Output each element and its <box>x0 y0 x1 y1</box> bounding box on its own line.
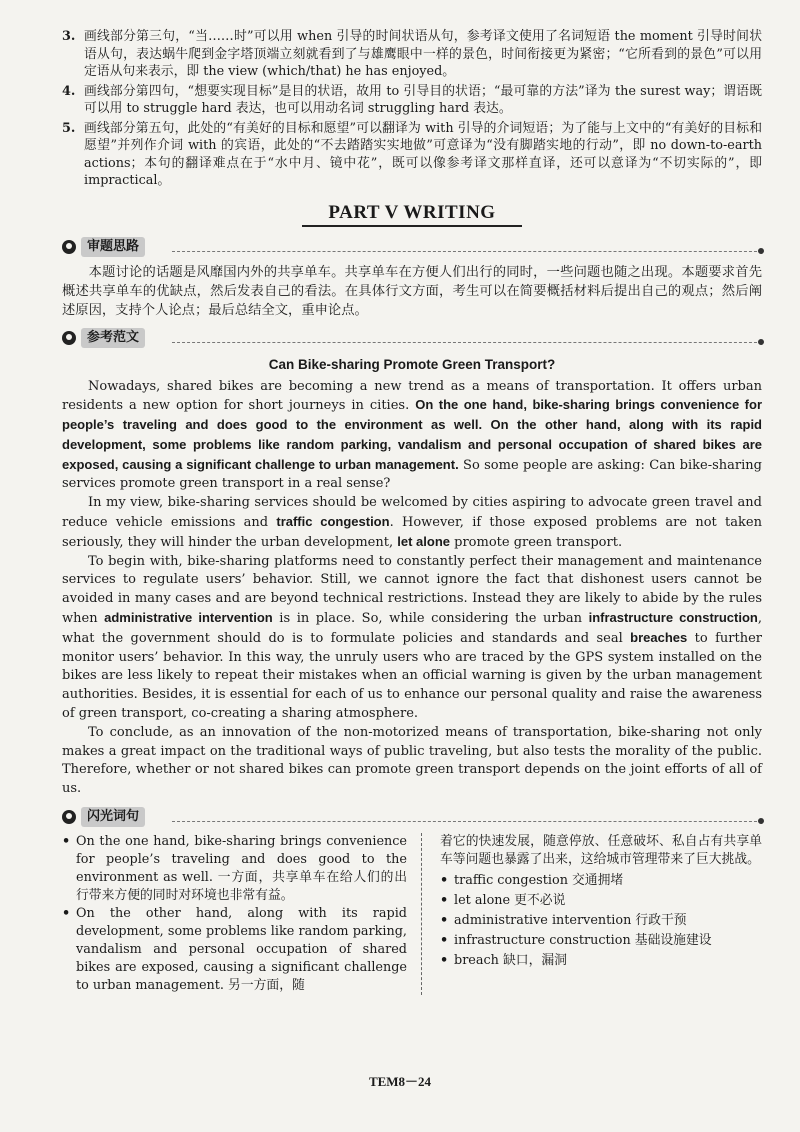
pin-icon <box>62 240 76 254</box>
note-text: 画线部分第三句，“当……时”可以用 when 引导的时间状语从句，参考译文使用了名词短语 the moment 引导时间状语从句，表达蜗牛爬到金字塔顶端立刻就看到了与雄鹰眼中一样的景色，时间衔接更为紧密；“它所看到的景色”可以用定语从句来表示，即 the view (which/that) he has enjoyed。 <box>84 29 762 79</box>
analysis-text: 本题讨论的话题是风靡国内外的共享单车。共享单车在方便人们出行的同时，一些问题也随之出现。本题要求首先概述共享单车的优缺点，然后发表自己的看法。在具体行文方面，考生可以在简要概括材料后提出自己的观点；然后阐述原因，支持个人论点；最后总结全文，重申论点。 <box>62 264 762 318</box>
highlighted-phrase: let alone <box>397 533 450 549</box>
divider <box>172 251 762 252</box>
essay-text: Nowadays, shared bikes are becoming a new trend as a means of transportation. It offers urban residents a new option for short journeys in cities. <box>62 378 762 414</box>
translation-notes <box>62 28 762 190</box>
part-title: PART V WRITING <box>302 204 522 227</box>
note-text: 画线部分第五句，此处的“有美好的目标和愿望”可以翻译为 with 引导的介词短语；为了能与上文中的“有美好的目标和愿望”并列作介词 with 的宾语，此处的“不去踏踏实实地做”可意译为“没有脚踏实地的行动”，即 no down-to-earth actions；本句的翻译难点在于“水中月、镜中花”，既可以像参考译文那样直译，还可以意译为“不切实际的”，即 impractical。 <box>84 120 762 188</box>
note-item <box>62 120 762 190</box>
highlight-sentence: • On the other hand, along with its rapid development, some problems like random parking, vandalism and personal occupation of shared bikes are exposed, causing a significant challenge to urban management. 另一方面，随 <box>62 905 407 995</box>
highlighted-phrase: infrastructure construction <box>588 610 758 626</box>
page-number: TEM8－24 <box>368 1074 432 1089</box>
divider <box>172 821 762 822</box>
section-header-analysis <box>62 237 762 259</box>
essay-paragraph <box>62 724 762 799</box>
pin-icon <box>62 810 76 824</box>
highlights <box>62 833 762 995</box>
note-item <box>62 28 762 81</box>
section-label: 审题思路 <box>81 237 145 257</box>
essay-paragraph <box>62 553 762 724</box>
sample-essay <box>62 356 762 800</box>
note-number: 3. <box>62 29 76 44</box>
highlighted-phrase: breaches <box>630 629 688 645</box>
note-number: 4. <box>62 83 76 99</box>
essay-text: To conclude, as an innovation of the non-motorized means of transportation, bike-sharing not only makes a great impact on the traditional ways of public traveling, but also tests the morality of the public. Therefore, whether or not shared bikes can promote green transport depends on the joint efforts of all of us. <box>62 724 762 797</box>
essay-paragraph <box>62 378 762 495</box>
essay-text: is in place. So, while considering the urban <box>272 611 589 627</box>
highlighted-phrase: traffic congestion <box>276 514 390 530</box>
essay-title: Can Bike-sharing Promote Green Transport? <box>268 356 556 372</box>
divider <box>172 342 762 343</box>
essay-text: To begin with, bike-sharing platforms need to constantly perfect their management and maintenance services to regulate users’ behavior. Still, we cannot ignore the fact that dishonest users cannot be avoided in many cases and are beyond technical restrictions. Instead they are likely to abide by the rules when <box>62 553 762 627</box>
note-item <box>62 83 762 118</box>
section-label: 闪光词句 <box>81 807 145 827</box>
essay-text: . However, if those exposed problems are not taken seriously, they will hinder the urban development, <box>62 515 762 550</box>
essay-text: promote green transport. <box>450 534 623 550</box>
highlight-phrase: • let alone 更不必说 <box>440 891 762 911</box>
highlight-phrase: • administrative intervention 行政干预 <box>440 911 762 931</box>
highlights-right-column <box>422 833 762 995</box>
essay-paragraph <box>62 494 762 552</box>
note-number: 5. <box>62 120 76 136</box>
highlights-left-column <box>62 833 422 995</box>
pin-icon <box>62 331 76 345</box>
highlighted-phrase: administrative intervention <box>104 610 273 626</box>
page <box>62 28 762 995</box>
essay-text: In my view, bike-sharing services should be welcomed by cities aspiring to advocate green travel and reduce vehicle emissions and <box>62 495 762 531</box>
highlight-phrase: • traffic congestion 交通拥堵 <box>440 871 762 891</box>
essay-text: So some people are asking: Can bike-sharing services promote green transport in a real sense? <box>62 457 762 492</box>
note-text: 画线部分第四句，“想要实现目标”是目的状语，故用 to 引导目的状语；“最可靠的方法”译为 the surest way；谓语既可以用 to struggle hard 表达，也可以用动名词 struggling hard 表达。 <box>84 83 762 116</box>
section-header-highlights <box>62 807 762 829</box>
highlight-sentence: • On the one hand, bike-sharing brings convenience for people’s traveling and does good to the environment as well. 一方面，共享单车在给人们的出行带来方便的同时对环境也非常有益。 <box>62 833 407 905</box>
section-header-sample <box>62 328 762 350</box>
highlight-phrase: • breach 缺口，漏洞 <box>440 951 762 971</box>
section-label: 参考范文 <box>81 328 145 348</box>
highlight-continuation: 着它的快速发展，随意停放、任意破坏、私自占有共享单车等问题也暴露了出来，这给城市管理带来了巨大挑战。 <box>440 834 762 868</box>
highlight-phrase: • infrastructure construction 基础设施建设 <box>440 931 762 951</box>
highlighted-phrase: On the one hand, bike-sharing brings convenience for people’s traveling and does good to the environment as well. On the other hand, along with its rapid development, some problems like random parking, vandalism and personal occupation of shared bikes are exposed, causing a significant challenge to urban management. <box>62 397 762 472</box>
essay-text: to further monitor users’ behavior. In this way, the unruly users who are traced by the GPS system installed on the bikes are less likely to repeat their mistakes when an official warning is given by the urban management authorities. Besides, it is essential for each of us to enhance our personal quality and raise the awareness of green transport, co-creating a sharing atmosphere. <box>62 630 763 722</box>
essay-text: , what the government should do is to formulate policies and standards and seal <box>62 611 763 646</box>
